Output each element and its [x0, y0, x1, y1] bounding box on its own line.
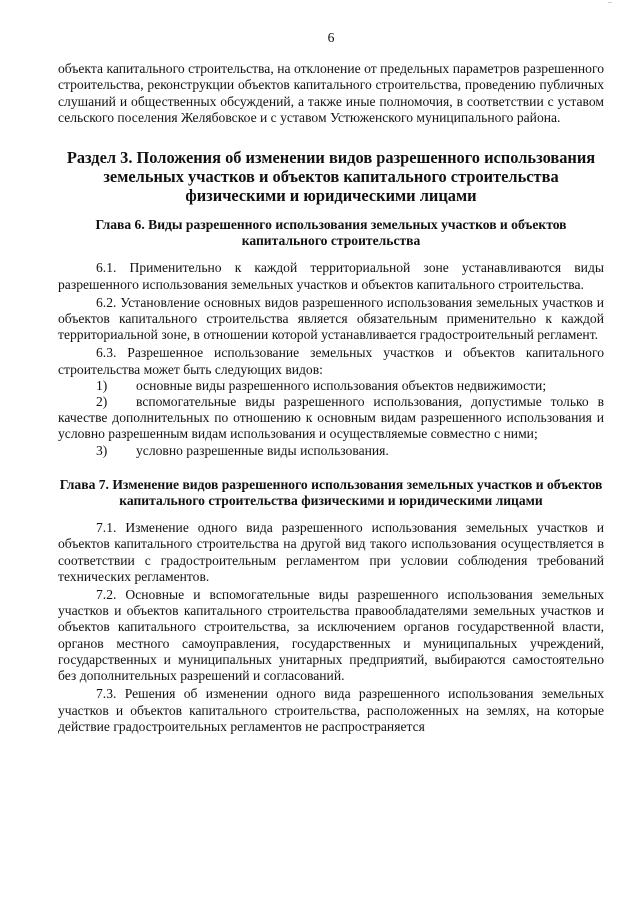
paragraph-7-3: 7.3. Решения об изменении одного вида разрешенного использования земельных участков и объектов капитального строительства, расположенных на землях, на которые действие градостроительных регламентов не распространяется: [58, 686, 604, 734]
paragraph-6-1: 6.1. Применительно к каждой территориальной зоне устанавливаются виды разрешенного использования земельных участков и объектов капитального строительства.: [58, 260, 604, 292]
chapter-7-title: Глава 7. Изменение видов разрешенного использования земельных участков и объектов капитального строительства физическими и юридическими лицами: [59, 476, 603, 509]
list-text: условно разрешенные виды использования.: [136, 442, 389, 458]
intro-paragraph: объекта капитального строительства, на отклонение от предельных параметров разрешенного строительства, реконструкции объектов капитального строительства, проведению публичных слушаний и общественных обсуждений, а также иные полномочия, в соответствии с уставом сельского поселения Желябовское и с уставом Устюженского муниципального района.: [58, 61, 604, 125]
page-number: 6: [327, 30, 335, 45]
list-text: основные виды разрешенного использования объектов недвижимости;: [136, 377, 547, 393]
list-number: 2): [96, 394, 108, 410]
document-page: [58, 30, 604, 735]
list-text: вспомогательные виды разрешенного использования, допустимые только в качестве дополнительных по отношению к основным видам разрешенного использования и условно разрешенным видам использования и осуществляемые совместно с ними;: [58, 394, 604, 442]
paragraph-6-3: 6.3. Разрешенное использование земельных участков и объектов капитального строительства может быть следующих видов:: [58, 345, 604, 377]
paragraph-7-2: 7.2. Основные и вспомогательные виды разрешенного использования земельных участков и объектов капитального строительства правообладателями земельных участков и объектов капитального строительства, за исключением органов государственной власти, органов местного самоуправления, государственных и муниципальных учреждений, государственных и муниципальных унитарных предприятий, выбираются самостоятельно без дополнительных разрешений и согласований.: [58, 587, 604, 684]
paragraph-6-2: 6.2. Установление основных видов разрешенного использования земельных участков и объектов капитального строительства является обязательным применительно к каждой территориальной зоне, в отношении которой устанавливается градостроительный регламент.: [58, 294, 604, 343]
section-title: Раздел 3. Положения об изменении видов разрешенного использования земельных участков и объектов капитального строительства физическими и юридическими лицами: [66, 148, 596, 206]
list-number: 3): [96, 442, 108, 458]
scan-mark: [608, 2, 612, 3]
list-item: [58, 443, 604, 459]
list-item: [58, 378, 604, 394]
list-item: [58, 394, 604, 443]
list-number: 1): [96, 377, 108, 393]
paragraph-7-1: 7.1. Изменение одного вида разрешенного использования земельных участков и объектов капитального строительства на другой вид такого использования осуществляется в соответствии с градостроительным регламентом при условии соблюдения требований технических регламентов.: [58, 520, 604, 584]
chapter-6-title: Глава 6. Виды разрешенного использования земельных участков и объектов капитального строительства: [95, 217, 567, 249]
